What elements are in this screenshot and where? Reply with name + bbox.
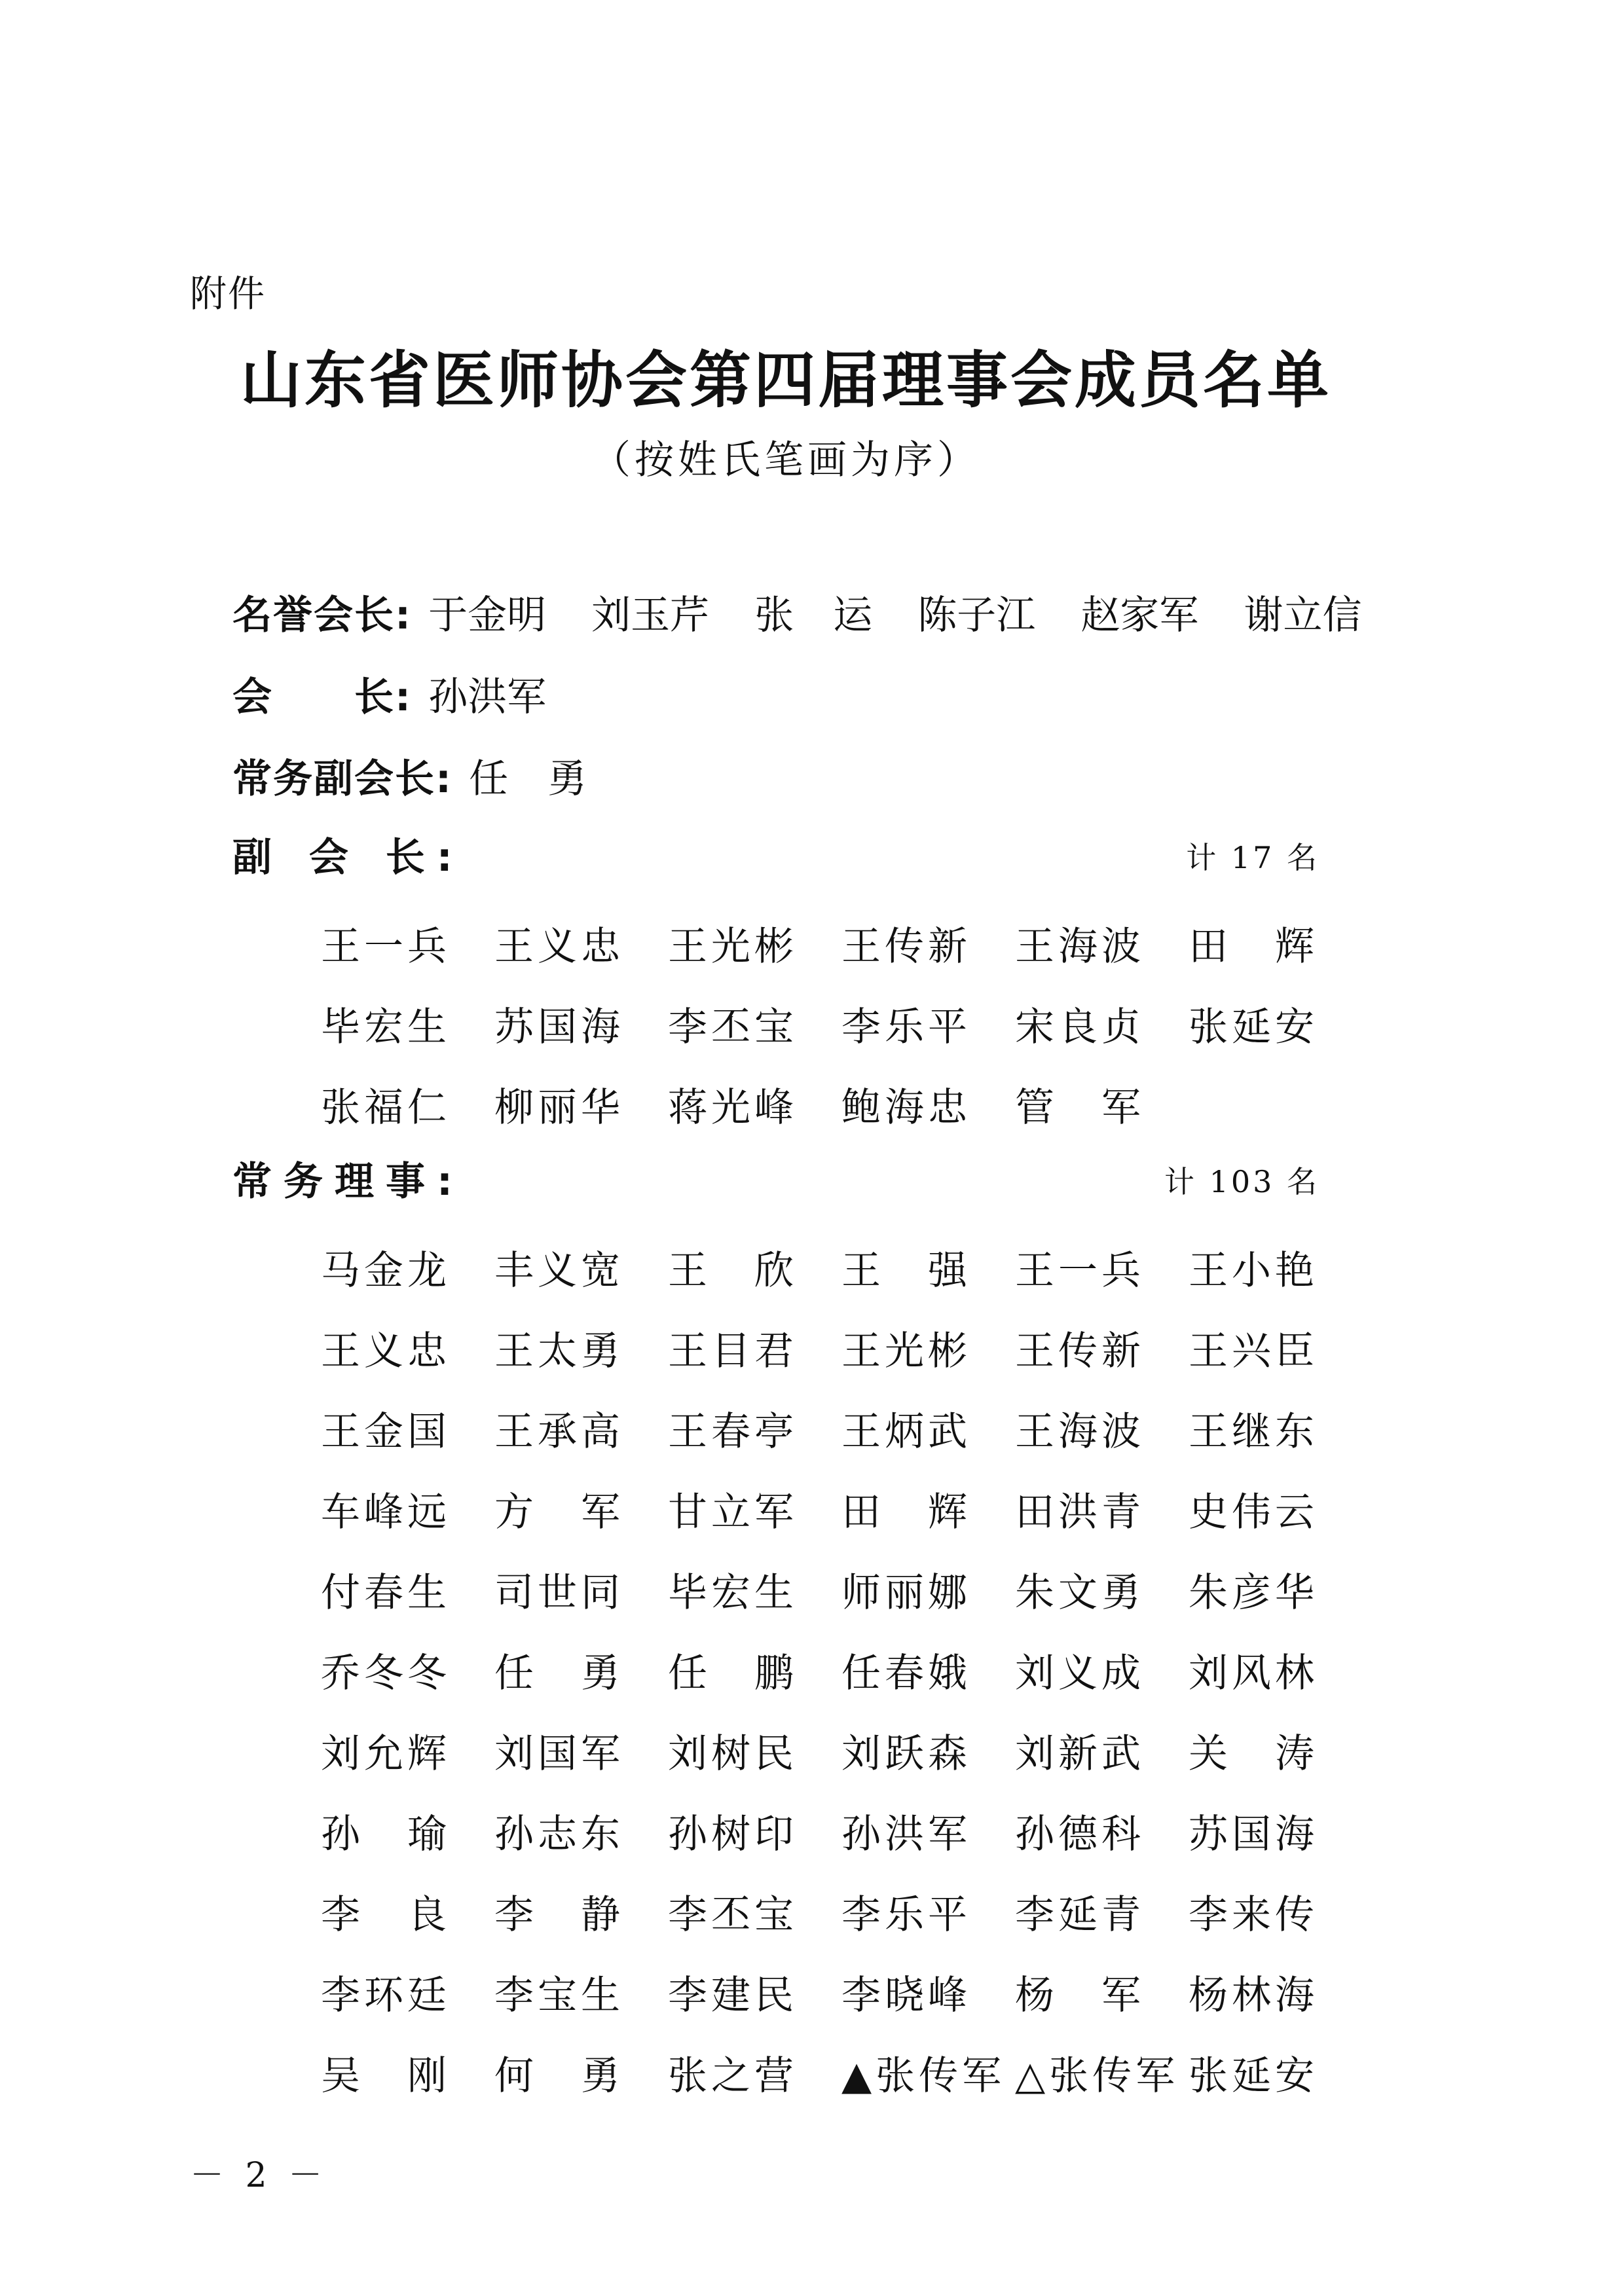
person-name: 苏国海 (494, 1004, 624, 1050)
person-name: 李环廷 (321, 1973, 451, 2018)
person-name: 刘允辉 (321, 1731, 451, 1777)
person-name: 刘跃森 (841, 1731, 971, 1777)
person-name: 王小艳 (1189, 1248, 1318, 1294)
president-row (232, 668, 579, 727)
person-name: 王传新 (1015, 1328, 1145, 1374)
vice-presidents-list (321, 907, 1369, 1148)
person-name: 王义忠 (321, 1328, 451, 1374)
person-name: 王传新 (841, 924, 971, 970)
person-name: 王一兵 (1015, 1248, 1145, 1294)
person-name: ▲张传军 (841, 2053, 1006, 2099)
person-name: 付春生 (321, 1570, 451, 1616)
person-name: 田洪青 (1015, 1489, 1145, 1535)
person-name: 毕宏生 (668, 1570, 798, 1616)
person-name: 朱彦华 (1189, 1570, 1318, 1616)
person-name: 刘风林 (1189, 1650, 1318, 1696)
person-name: 丰义宽 (494, 1248, 624, 1294)
attachment-label: 附件 (190, 273, 266, 316)
person-name: 孙洪军 (428, 674, 547, 720)
person-name: 于金明 (428, 592, 547, 638)
person-name: 师丽娜 (841, 1570, 971, 1616)
person-name: 毕宏生 (321, 1004, 451, 1050)
president-label: 会 长: (232, 674, 412, 720)
person-name: 王春亭 (668, 1409, 798, 1455)
vice-presidents-label: 副 会 长: (232, 835, 464, 881)
person-name: 杨林海 (1189, 1973, 1318, 2018)
standing-directors-list (321, 1231, 1369, 2117)
person-name: 何 勇 (494, 2053, 624, 2099)
person-name: 王炳武 (841, 1409, 971, 1455)
person-name: 李宝生 (494, 1973, 624, 2018)
person-name: 田 辉 (841, 1489, 971, 1535)
person-name: 王海波 (1015, 1409, 1145, 1455)
honorary-president-names (428, 586, 1394, 645)
person-name: 李乐平 (841, 1892, 971, 1938)
person-name: △张传军 (1015, 2053, 1179, 2099)
person-name: 赵家军 (1080, 592, 1199, 638)
person-name: 苏国海 (1189, 1812, 1318, 1857)
person-name: 王承高 (494, 1409, 624, 1455)
person-name: 孙树印 (668, 1812, 798, 1857)
person-name: 司世同 (494, 1570, 624, 1616)
person-name: 任春娥 (841, 1650, 971, 1696)
person-name: 张之营 (668, 2053, 798, 2099)
standing-directors-heading (232, 1152, 464, 1211)
person-name: 李建民 (668, 1973, 798, 2018)
person-name: 任 勇 (469, 756, 587, 802)
person-name: 孙志东 (494, 1812, 624, 1857)
document-title: 山东省医师协会第四届理事会成员名单 (240, 345, 1331, 416)
person-name: 杨 军 (1015, 1973, 1145, 2018)
person-name: 刘树民 (668, 1731, 798, 1777)
person-name: 王兴臣 (1189, 1328, 1318, 1374)
executive-vice-president-names (469, 750, 619, 809)
vice-presidents-heading (232, 828, 464, 887)
person-name: 王 强 (841, 1248, 971, 1294)
person-name: 宋良贞 (1015, 1004, 1145, 1050)
person-name: 王光彬 (841, 1328, 971, 1374)
person-name: 李乐平 (841, 1004, 971, 1050)
honorary-president-row (232, 586, 1394, 645)
person-name: 王目君 (668, 1328, 798, 1374)
person-name: 甘立军 (668, 1489, 798, 1535)
person-name: 任 鹏 (668, 1650, 798, 1696)
person-name: 朱文勇 (1015, 1570, 1145, 1616)
person-name: 谢立信 (1244, 592, 1362, 638)
person-name: 刘国军 (494, 1731, 624, 1777)
person-name: 王义忠 (494, 924, 624, 970)
person-name: 王金国 (321, 1409, 451, 1455)
executive-vice-president-label: 常务副会长: (232, 756, 452, 802)
person-name: 李延青 (1015, 1892, 1145, 1938)
person-name: 关 涛 (1189, 1731, 1318, 1777)
vice-presidents-count: 计 17 名 (1186, 840, 1320, 875)
document-subtitle: （按姓氏笔画为序） (591, 437, 980, 483)
person-name: 李 静 (494, 1892, 624, 1938)
person-name: 王海波 (1015, 924, 1145, 970)
person-name: 李丕宝 (668, 1892, 798, 1938)
person-name: 孙德科 (1015, 1812, 1145, 1857)
person-name: 乔冬冬 (321, 1650, 451, 1696)
person-name: 张延安 (1189, 1004, 1318, 1050)
person-name: 李晓峰 (841, 1973, 971, 2018)
person-name: 蒋光峰 (668, 1085, 798, 1131)
person-name: 马金龙 (321, 1248, 451, 1294)
person-name: 刘义成 (1015, 1650, 1145, 1696)
person-name: 王继东 (1189, 1409, 1318, 1455)
person-name: 吴 刚 (321, 2053, 451, 2099)
person-name: 田 辉 (1189, 924, 1318, 970)
person-name: 鲍海忠 (841, 1085, 971, 1131)
person-name: 王光彬 (668, 924, 798, 970)
person-name: 刘新武 (1015, 1731, 1145, 1777)
standing-directors-label: 常务理事: (232, 1159, 464, 1205)
person-name: 孙 瑜 (321, 1812, 451, 1857)
person-name: 张延安 (1189, 2053, 1318, 2099)
person-name: 李 良 (321, 1892, 451, 1938)
person-name: 任 勇 (494, 1650, 624, 1696)
executive-vice-president-row (232, 750, 619, 809)
person-name: 管 军 (1015, 1085, 1145, 1131)
person-name: 王太勇 (494, 1328, 624, 1374)
person-name: 方 军 (494, 1489, 624, 1535)
person-name: 孙洪军 (841, 1812, 971, 1857)
person-name: 张 运 (754, 592, 873, 638)
person-name: 车峰远 (321, 1489, 451, 1535)
page-number: － 2 － (190, 2156, 328, 2195)
person-name: 刘玉芹 (591, 592, 710, 638)
president-names (428, 668, 579, 727)
person-name: 史伟云 (1189, 1489, 1318, 1535)
person-name: 李来传 (1189, 1892, 1318, 1938)
person-name: 陈子江 (917, 592, 1036, 638)
standing-directors-count: 计 103 名 (1164, 1164, 1320, 1199)
person-name: 张福仁 (321, 1085, 451, 1131)
person-name: 王 欣 (668, 1248, 798, 1294)
honorary-president-label: 名誉会长: (232, 592, 412, 638)
person-name: 王一兵 (321, 924, 451, 970)
person-name: 李丕宝 (668, 1004, 798, 1050)
person-name: 柳丽华 (494, 1085, 624, 1131)
